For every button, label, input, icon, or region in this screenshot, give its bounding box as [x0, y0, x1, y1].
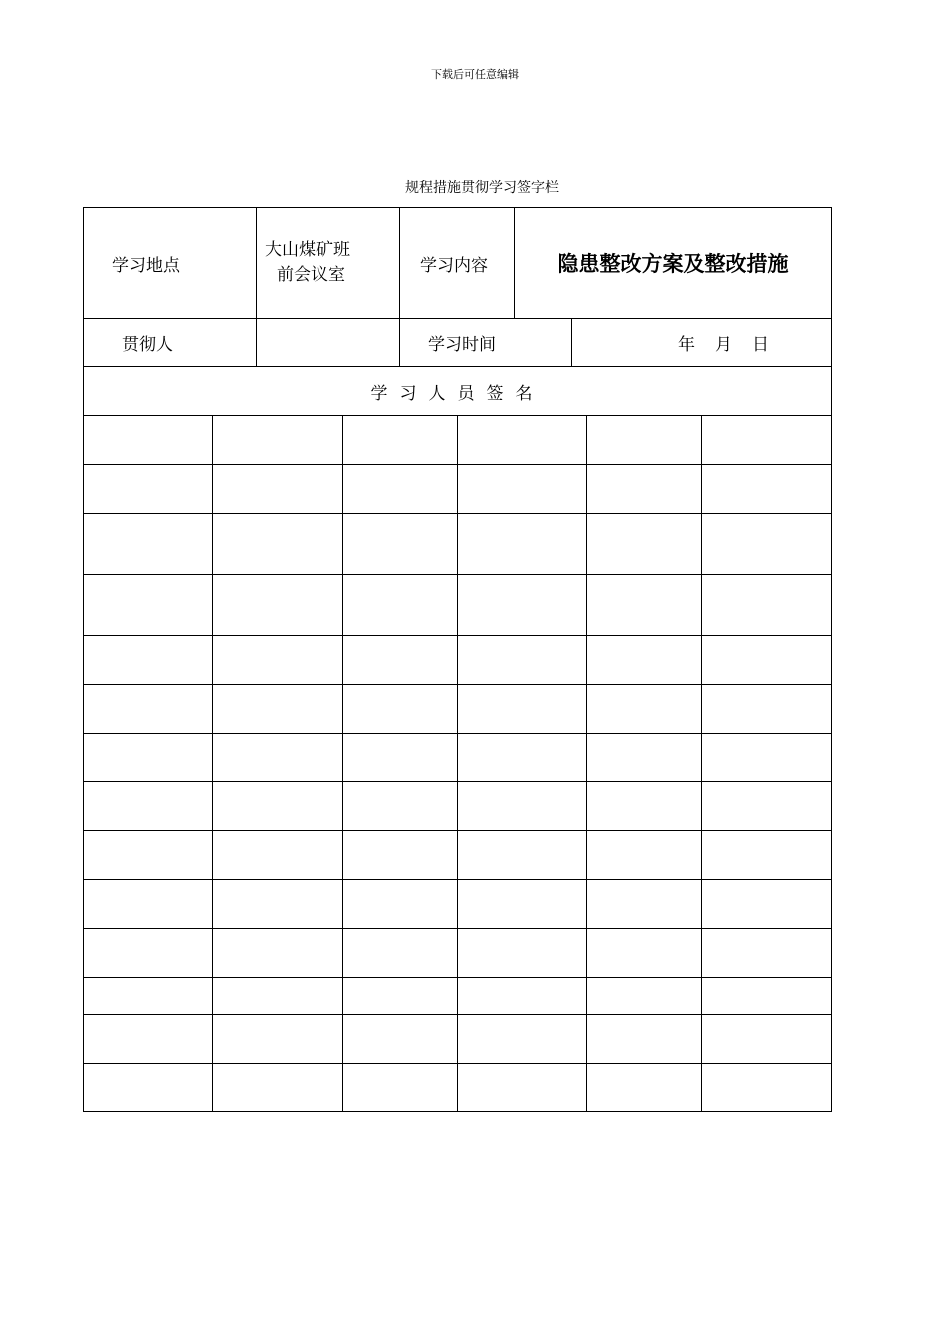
signature-cell[interactable] [702, 929, 832, 978]
signature-cell[interactable] [213, 636, 343, 685]
header-note: 下载后可任意编辑 [431, 68, 519, 81]
signature-cell[interactable] [458, 1064, 587, 1112]
location-label: 学习地点 [84, 208, 257, 319]
signature-cell[interactable] [587, 514, 702, 575]
signature-cell[interactable] [702, 685, 832, 734]
date-day: 日 [752, 335, 769, 355]
signature-cell[interactable] [84, 575, 213, 636]
signature-cell[interactable] [343, 734, 458, 782]
content-label: 学习内容 [400, 208, 515, 319]
signature-cell[interactable] [587, 880, 702, 929]
signature-cell[interactable] [587, 575, 702, 636]
signature-cell[interactable] [343, 416, 458, 465]
signature-cell[interactable] [343, 929, 458, 978]
signature-cell[interactable] [213, 831, 343, 880]
signature-cell[interactable] [213, 734, 343, 782]
signature-row [84, 831, 832, 880]
signature-cell[interactable] [702, 831, 832, 880]
signature-cell[interactable] [343, 636, 458, 685]
instructor-label: 贯彻人 [84, 319, 257, 367]
location-line-2: 前会议室 [277, 265, 345, 285]
signature-cell[interactable] [587, 1015, 702, 1064]
signature-cell[interactable] [458, 636, 587, 685]
signature-cell[interactable] [213, 1015, 343, 1064]
signature-header: 学习人员签名 [84, 367, 832, 416]
signature-cell[interactable] [702, 782, 832, 831]
signature-cell[interactable] [702, 1015, 832, 1064]
location-value[interactable] [257, 208, 400, 319]
signature-row [84, 929, 832, 978]
signature-cell[interactable] [84, 880, 213, 929]
signature-row [84, 636, 832, 685]
location-line-1: 大山煤矿班 [265, 240, 350, 260]
signature-cell[interactable] [84, 929, 213, 978]
signature-row [84, 514, 832, 575]
signature-row [84, 1064, 832, 1112]
signature-cell[interactable] [343, 880, 458, 929]
signature-cell[interactable] [587, 978, 702, 1015]
signature-cell[interactable] [702, 636, 832, 685]
signature-cell[interactable] [587, 465, 702, 514]
signature-cell[interactable] [343, 465, 458, 514]
signature-cell[interactable] [343, 978, 458, 1015]
signature-cell[interactable] [343, 1015, 458, 1064]
time-value[interactable] [572, 319, 832, 367]
content-value[interactable]: 隐患整改方案及整改措施 [515, 208, 832, 319]
signature-cell[interactable] [587, 416, 702, 465]
signature-cell[interactable] [458, 465, 587, 514]
signature-cell[interactable] [84, 1064, 213, 1112]
signature-row [84, 978, 832, 1015]
signature-cell[interactable] [84, 831, 213, 880]
signature-cell[interactable] [84, 782, 213, 831]
signature-cell[interactable] [343, 831, 458, 880]
signature-cell[interactable] [458, 831, 587, 880]
signature-cell[interactable] [702, 1064, 832, 1112]
signature-cell[interactable] [213, 929, 343, 978]
signature-rows [84, 416, 832, 1112]
info-table [83, 207, 832, 367]
signature-cell[interactable] [587, 929, 702, 978]
signature-cell[interactable] [343, 782, 458, 831]
signature-cell[interactable] [458, 929, 587, 978]
signature-cell[interactable] [702, 465, 832, 514]
signature-cell[interactable] [702, 416, 832, 465]
date-month: 月 [715, 335, 732, 355]
date-year: 年 [678, 335, 695, 355]
signature-cell[interactable] [587, 782, 702, 831]
signature-cell[interactable] [458, 782, 587, 831]
signature-cell[interactable] [84, 734, 213, 782]
time-label: 学习时间 [400, 319, 572, 367]
signature-cell[interactable] [213, 978, 343, 1015]
signature-row [84, 465, 832, 514]
signature-cell[interactable] [702, 514, 832, 575]
signature-cell[interactable] [587, 734, 702, 782]
signature-cell[interactable] [587, 831, 702, 880]
signature-cell[interactable] [213, 575, 343, 636]
signature-cell[interactable] [587, 636, 702, 685]
signature-row [84, 685, 832, 734]
signature-cell[interactable] [458, 734, 587, 782]
signature-row [84, 734, 832, 782]
instructor-value[interactable] [257, 319, 400, 367]
signature-cell[interactable] [84, 416, 213, 465]
signature-cell[interactable] [343, 575, 458, 636]
signature-cell[interactable] [702, 978, 832, 1015]
signature-cell[interactable] [458, 575, 587, 636]
signature-cell[interactable] [458, 514, 587, 575]
signature-row [84, 880, 832, 929]
signature-cell[interactable] [458, 978, 587, 1015]
signature-cell[interactable] [702, 575, 832, 636]
signature-row [84, 416, 832, 465]
signature-cell[interactable] [84, 978, 213, 1015]
signature-cell[interactable] [702, 734, 832, 782]
signature-row [84, 782, 832, 831]
signature-cell[interactable] [213, 514, 343, 575]
signature-row [84, 1015, 832, 1064]
signature-cell[interactable] [458, 1015, 587, 1064]
signature-cell[interactable] [343, 685, 458, 734]
signature-cell[interactable] [587, 685, 702, 734]
signature-cell[interactable] [84, 465, 213, 514]
signature-table [83, 366, 832, 1112]
signature-cell[interactable] [458, 685, 587, 734]
signature-cell[interactable] [702, 880, 832, 929]
signature-cell[interactable] [84, 636, 213, 685]
signature-cell[interactable] [213, 465, 343, 514]
signature-cell[interactable] [458, 880, 587, 929]
signature-cell[interactable] [213, 416, 343, 465]
signature-cell[interactable] [84, 685, 213, 734]
signature-cell[interactable] [84, 514, 213, 575]
signature-cell[interactable] [213, 880, 343, 929]
signature-cell[interactable] [343, 514, 458, 575]
signature-cell[interactable] [458, 416, 587, 465]
signature-cell[interactable] [213, 685, 343, 734]
signature-cell[interactable] [213, 1064, 343, 1112]
signature-cell[interactable] [213, 782, 343, 831]
signature-cell[interactable] [84, 1015, 213, 1064]
signature-row [84, 575, 832, 636]
signature-cell[interactable] [343, 1064, 458, 1112]
signature-cell[interactable] [587, 1064, 702, 1112]
form-title: 规程措施贯彻学习签字栏 [405, 180, 559, 196]
